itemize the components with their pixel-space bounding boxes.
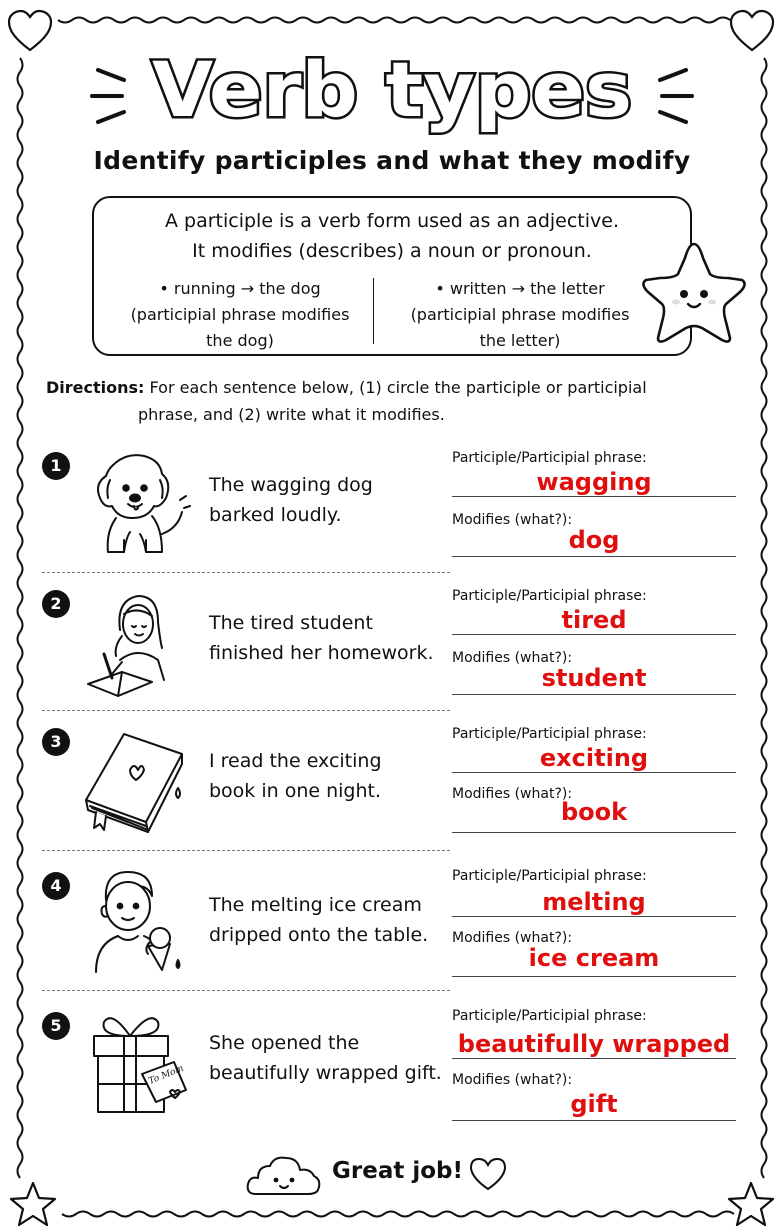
definition-box — [92, 196, 692, 356]
modifies-answer[interactable]: gift — [570, 1090, 618, 1118]
modifies-answer[interactable]: student — [541, 664, 647, 692]
item-number: 4 — [42, 872, 70, 900]
participle-answer[interactable]: beautifully wrapped — [457, 1030, 731, 1058]
sentence-line: finished her homework. — [209, 642, 434, 664]
modifies-label: Modifies (what?): — [452, 512, 573, 528]
example-text: (participial phrase modifies — [130, 305, 350, 324]
dog-icon — [82, 448, 192, 560]
boy-ice-cream-icon — [82, 864, 192, 976]
item-number: 3 — [42, 728, 70, 756]
directions-text: For each sentence below, (1) circle the participle or participial — [149, 378, 647, 397]
gift-icon — [82, 1008, 198, 1118]
participle-label: Participle/Participial phrase: — [452, 588, 647, 604]
modifies-label: Modifies (what?): — [452, 650, 573, 666]
dashed-separator — [42, 990, 450, 991]
sentence — [209, 890, 449, 950]
sentence-line: The melting ice cream — [209, 894, 422, 916]
heart-icon — [468, 1156, 508, 1192]
answer-line — [452, 1058, 736, 1059]
definition-example — [110, 276, 370, 354]
participle-answer[interactable]: melting — [542, 888, 646, 916]
modifies-answer[interactable]: ice cream — [528, 944, 660, 972]
answer-line — [452, 694, 736, 695]
page-title — [0, 30, 784, 140]
example-text: the dog) — [206, 331, 274, 350]
dashed-separator — [42, 710, 450, 711]
smiling-cloud-icon — [244, 1150, 324, 1200]
sentence — [209, 746, 449, 806]
example-text: (participial phrase modifies — [410, 305, 630, 324]
modifies-label: Modifies (what?): — [452, 786, 573, 802]
divider — [373, 278, 374, 344]
answer-line — [452, 496, 736, 497]
dashed-separator — [42, 572, 450, 573]
sentence-line: barked loudly. — [209, 504, 342, 526]
footer — [0, 1150, 784, 1200]
answer-line — [452, 634, 736, 635]
example-text: the letter) — [479, 331, 561, 350]
modifies-label: Modifies (what?): — [452, 930, 573, 946]
definition-line: A participle is a verb form used as an adjective. — [164, 210, 619, 232]
item-number: 2 — [42, 590, 70, 618]
participle-answer[interactable]: wagging — [536, 468, 652, 496]
participle-label: Participle/Participial phrase: — [452, 868, 647, 884]
example-text: • written → the letter — [435, 279, 605, 298]
page-subtitle: Identify participles and what they modify — [93, 146, 691, 175]
sentence — [209, 608, 449, 668]
answer-line — [452, 772, 736, 773]
participle-label: Participle/Participial phrase: — [452, 726, 647, 742]
sentence-line: book in one night. — [209, 780, 382, 802]
answer-line — [452, 556, 736, 557]
participle-label: Participle/Participial phrase: — [452, 450, 647, 466]
gift-tag-text: To Mom — [147, 1063, 186, 1087]
definition-example — [390, 276, 650, 354]
item-number: 5 — [42, 1012, 70, 1040]
modifies-answer[interactable]: dog — [568, 526, 620, 554]
definition-line: It modifies (describes) a noun or pronoun. — [192, 240, 592, 262]
sentence — [209, 470, 449, 530]
directions — [46, 374, 726, 428]
answer-line — [452, 1120, 736, 1121]
answer-line — [452, 916, 736, 917]
book-icon — [82, 728, 192, 840]
dashed-separator — [42, 850, 450, 851]
footer-text: Great job! — [332, 1158, 463, 1184]
sentence-line: beautifully wrapped gift. — [209, 1062, 442, 1084]
item-number: 1 — [42, 452, 70, 480]
example-text: • running → the dog — [159, 279, 321, 298]
sentence-line: I read the exciting — [209, 750, 382, 772]
sentence — [209, 1028, 449, 1088]
smiling-star-icon — [636, 238, 752, 348]
participle-answer[interactable]: tired — [561, 606, 627, 634]
directions-label: Directions: — [46, 378, 145, 397]
sentence-line: She opened the — [209, 1032, 360, 1054]
sentence-line: The wagging dog — [209, 474, 373, 496]
modifies-answer[interactable]: book — [560, 798, 628, 826]
answer-line — [452, 976, 736, 977]
participle-label: Participle/Participial phrase: — [452, 1008, 647, 1024]
sentence-line: dripped onto the table. — [209, 924, 429, 946]
sentence-line: The tired student — [209, 612, 373, 634]
modifies-label: Modifies (what?): — [452, 1072, 573, 1088]
participle-answer[interactable]: exciting — [539, 744, 649, 772]
directions-text: phrase, and (2) write what it modifies. — [138, 405, 445, 424]
student-writing-icon — [82, 586, 192, 698]
answer-line — [452, 832, 736, 833]
title-text: Verb types — [152, 45, 632, 134]
